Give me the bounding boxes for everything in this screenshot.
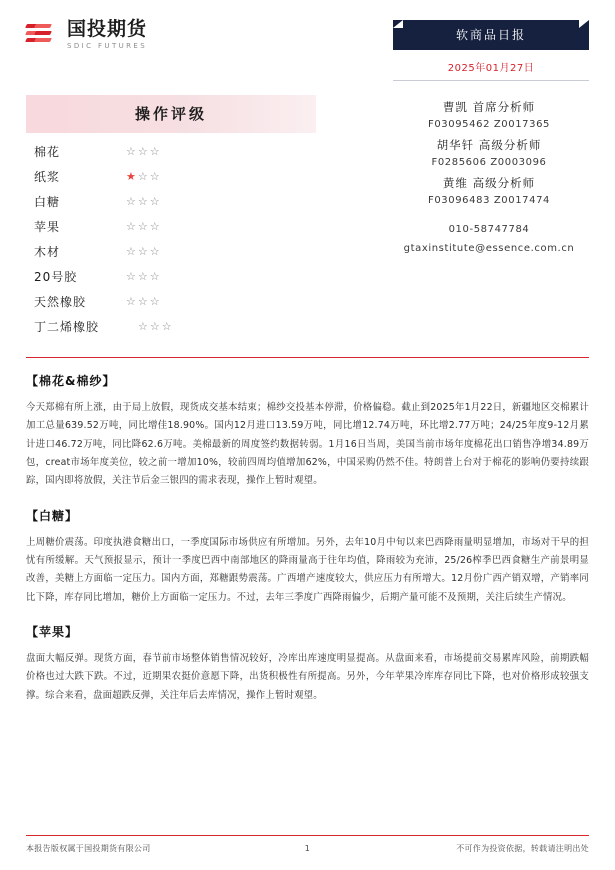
page-footer — [26, 835, 589, 854]
rating-item-name: 纸浆 — [34, 170, 61, 184]
analyst-panel — [389, 95, 589, 343]
rating-row — [34, 168, 316, 185]
section-apple — [26, 623, 589, 705]
analyst-name: 胡华钎 高级分析师 — [436, 138, 542, 152]
logo-icon — [26, 22, 60, 48]
footer-disclaimer: 不可作为投资依据，转载请注明出处 — [456, 844, 589, 853]
section-cotton — [26, 372, 589, 491]
section-title: 【棉花&棉纱】 — [26, 374, 116, 388]
page-number: 1 — [304, 844, 311, 853]
rating-item-name: 棉花 — [34, 145, 61, 159]
rating-item-name: 苹果 — [34, 220, 61, 234]
rating-row — [34, 293, 316, 310]
rating-row — [34, 193, 316, 210]
rating-stars: ☆☆☆ — [138, 320, 174, 333]
rating-row — [34, 218, 316, 235]
footer-row — [26, 843, 589, 854]
header-divider — [26, 357, 589, 358]
section-body: 盘面大幅反弹。现货方面，春节前市场整体销售情况较好，冷库出库速度明显提高。从盘面来看，市场提前交易累库风险，前期跌幅价格也过大跌下跌。不过，近期果农挺价意愿下降，出货积极性有所提高。另外，今年苹果冷库库存同比下降，也对价格形成较强支撑。综合来看，盘面超跌反弹，关注年后去库情况，操作上暂时观望。 — [26, 652, 589, 701]
section-title: 【苹果】 — [26, 624, 79, 639]
rating-row — [34, 143, 316, 160]
analyst-entry — [389, 137, 589, 168]
rating-stars: ☆☆☆ — [126, 295, 162, 308]
contact-block — [389, 220, 589, 258]
rating-list — [26, 143, 316, 335]
analyst-entry — [389, 99, 589, 130]
analyst-license-code: F03096483 Z0017474 — [427, 195, 551, 206]
brand-name-cn: 国投期货 — [67, 18, 148, 40]
rating-stars: ☆☆☆ — [126, 195, 162, 208]
section-body: 上周糖价震荡。印度执港食糖出口，一季度国际市场供应有所增加。另外，去年10月中旬以来巴西降雨量明显增加，市场对干早的担忧有所缓解。天气预报显示，预计一季度巴西中南部地区的降雨量高于往年均值，降雨较为充沛，25/26榨季巴西食糖生产前景明显改善，美糖上方面临一定压力。国内方面，郑糖跟势震荡。广西增产速度较大，供应压力有所增大。12月份广西产销双增，产销率同比下降，库存同比增加，糖价上方面临一定压力。不过，去年三季度广西降雨偏少，后期产量可能不及预期，关注后续生产情况。 — [26, 536, 589, 603]
rating-panel-title: 操作评级 — [26, 95, 316, 133]
rating-row — [34, 243, 316, 260]
rating-item-name: 20号胶 — [34, 270, 78, 284]
rating-stars: ☆☆☆ — [126, 145, 162, 158]
analyst-license-code: F0285606 Z0003096 — [431, 157, 547, 168]
footer-divider — [26, 835, 589, 836]
report-title: 软商品日报 — [393, 20, 589, 50]
rating-item-name: 木材 — [34, 245, 61, 259]
footer-copyright: 本报告版权属于国投期货有限公司 — [26, 844, 151, 853]
contact-phone: 010-58747784 — [448, 224, 530, 235]
analyst-name: 黄维 高级分析师 — [442, 176, 536, 190]
top-block — [26, 95, 589, 343]
rating-stars: ★☆☆ — [126, 170, 162, 183]
analyst-name: 曹凯 首席分析师 — [442, 100, 536, 114]
rating-item-name: 丁二烯橡胶 — [34, 320, 100, 334]
rating-stars: ☆☆☆ — [126, 245, 162, 258]
rating-stars: ☆☆☆ — [126, 270, 162, 283]
contact-email: gtaxinstitute@essence.com.cn — [403, 243, 575, 254]
report-date-divider — [393, 80, 589, 81]
report-date: 2025年01月27日 — [447, 63, 535, 74]
section-sugar — [26, 507, 589, 607]
section-title: 【白糖】 — [26, 508, 79, 523]
rating-item-name: 天然橡胶 — [34, 295, 87, 309]
rating-panel — [26, 95, 316, 343]
brand-name-en: SDIC FUTURES — [67, 42, 148, 50]
rating-item-name: 白糖 — [34, 195, 61, 209]
report-tag — [393, 20, 589, 81]
report-sections — [26, 372, 589, 705]
brand-logo — [26, 20, 147, 50]
rating-stars: ☆☆☆ — [126, 220, 162, 233]
rating-row — [34, 268, 316, 285]
section-body: 今天郑棉有所上涨，由于局上放假，现货成交基本结束；棉纱交投基本停滞，价格偏稳。截止到2025年1月22日，新疆地区交棉累计加工总量639.52万吨，同比增佳18.90%。国内12月进口13.59万吨，同比增12.74万吨，环比增2.77万吨；24/25年度9-12月累计进口46.72万吨，同比降62.6万吨。美棉最新的周度签约数据转弱。1月16日当周，美国当前市场年度棉花出口销售净增34.89万包，creat市场年度美位，较之前一增加10%，较前四周均值增加62%，中国采购仍然不佳。特朗普上台对于棉花的影响仍要持续跟踪，国内即将放假，关注节后金三银四的需求表现，操作上暂时观望。 — [26, 402, 589, 487]
analyst-license-code: F03095462 Z0017365 — [427, 119, 551, 130]
page-header — [26, 0, 589, 81]
analyst-entry — [389, 175, 589, 206]
rating-row — [34, 318, 316, 335]
brand-text — [67, 20, 147, 50]
